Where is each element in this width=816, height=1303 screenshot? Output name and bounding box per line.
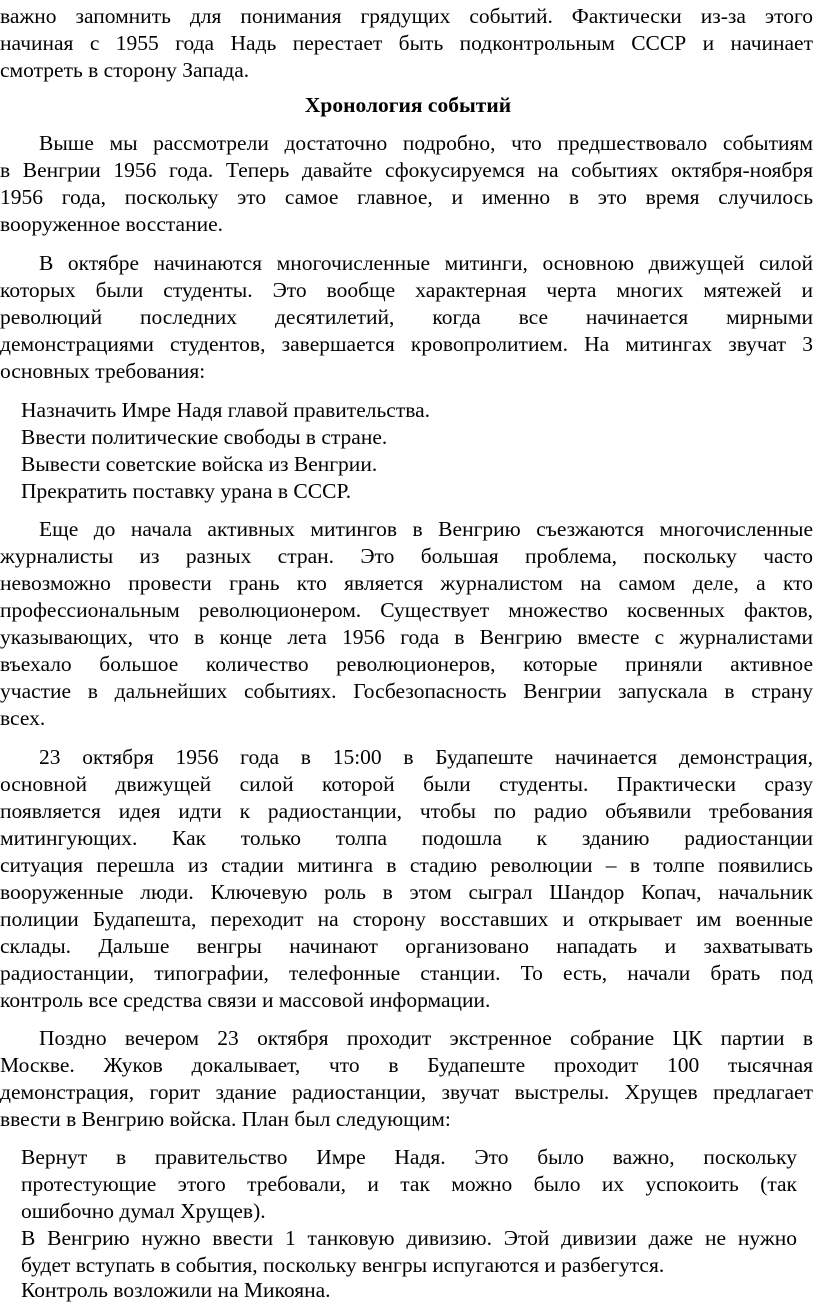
list-item: Вернут в правительство Имре Надя. Это было важно, поскольку xyxy=(21,1145,797,1169)
text-line: важно запомнить для понимания грядущих событий. Фактически из-за этого xyxy=(0,4,813,28)
text-line: невозможно провести грань кто является журналистом на самом деле, а кто xyxy=(0,571,813,595)
text-line: ситуация перешла из стадии митинга в стадию революции – в толпе появились xyxy=(0,853,813,877)
text-line: Москве. Жуков докалывает, что в Будапеште проходит 100 тысячная xyxy=(0,1053,813,1077)
text-line: Выше мы рассмотрели достаточно подробно, что предшествовало событиям xyxy=(39,131,813,155)
text-line: появляется идея идти к радиостанции, чтобы по радио объявили требования xyxy=(0,799,813,823)
text-line: митингующих. Как только толпа подошла к зданию радиостанции xyxy=(0,826,813,850)
list-item: Вывести советские войска из Венгрии. xyxy=(21,452,378,476)
text-line: 1956 года, поскольку это самое главное, и именно в это время случилось xyxy=(0,185,813,209)
text-line: радиостанции, типографии, телефонные станции. То есть, начали брать под xyxy=(0,961,813,985)
text-line: профессиональным революционером. Существует множество косвенных фактов, xyxy=(0,598,813,622)
text-line: революций последних десятилетий, когда все начинается мирными xyxy=(0,305,813,329)
list-item: Прекратить поставку урана в СССР. xyxy=(21,479,352,503)
list-item: Назначить Имре Надя главой правительства. xyxy=(21,398,431,422)
text-line: В октябре начинаются многочисленные митинги, основною движущей силой xyxy=(39,251,813,275)
text-line: контроль все средства связи и массовой информации. xyxy=(0,988,491,1012)
text-line: вооруженное восстание. xyxy=(0,212,223,236)
list-item: будет вступать в события, поскольку венгры испугаются и разбегутся. xyxy=(21,1253,665,1277)
text-line: въехало большое количество революционеров, которые приняли активное xyxy=(0,652,813,676)
text-line: вооруженные люди. Ключевую роль в этом сыграл Шандор Копач, начальник xyxy=(0,880,813,904)
text-line: Поздно вечером 23 октября проходит экстренное собрание ЦК партии в xyxy=(39,1026,813,1050)
list-item: протестующие этого требовали, и так можно было их успокоить (так xyxy=(21,1172,797,1196)
text-line: основных требования: xyxy=(0,359,206,383)
text-line: в Венгрии 1956 года. Теперь давайте сфокусируемся на событиях октября-ноября xyxy=(0,158,813,182)
list-item: Контроль возложили на Микояна. xyxy=(21,1278,331,1302)
text-line: 23 октября 1956 года в 15:00 в Будапеште начинается демонстрация, xyxy=(39,745,813,769)
list-item: Ввести политические свободы в стране. xyxy=(21,425,388,449)
text-line: указывающих, что в конце лета 1956 года в Венгрию вместе с журналистами xyxy=(0,625,813,649)
text-line: начиная с 1955 года Надь перестает быть подконтрольным СССР и начинает xyxy=(0,31,813,55)
list-item: В Венгрию нужно ввести 1 танковую дивизию. Этой дивизии даже не нужно xyxy=(21,1226,797,1250)
section-heading: Хронология событий xyxy=(304,93,512,117)
text-line: Еще до начала активных митингов в Венгрию съезжаются многочисленные xyxy=(39,517,813,541)
text-line: демонстрация, горит здание радиостанции, звучат выстрелы. Хрущев предлагает xyxy=(0,1080,813,1104)
text-line: журналисты из разных стран. Это большая проблема, поскольку часто xyxy=(0,544,813,568)
text-line: демонстрациями студентов, завершается кровопролитием. На митингах звучат 3 xyxy=(0,332,813,356)
text-line: смотреть в сторону Запада. xyxy=(0,58,250,82)
text-line: ввести в Венгрию войска. План был следующим: xyxy=(0,1107,451,1131)
text-line: полиции Будапешта, переходит на сторону восставших и открывает им военные xyxy=(0,907,813,931)
text-line: всех. xyxy=(0,706,46,730)
text-line: склады. Дальше венгры начинают организовано нападать и захватывать xyxy=(0,934,813,958)
text-line: основной движущей силой которой были студенты. Практически сразу xyxy=(0,772,813,796)
text-line: которых были студенты. Это вообще характерная черта многих мятежей и xyxy=(0,278,813,302)
list-item: ошибочно думал Хрущев). xyxy=(21,1199,266,1223)
text-line: участие в дальнейших событиях. Госбезопасность Венгрии запускала в страну xyxy=(0,679,813,703)
